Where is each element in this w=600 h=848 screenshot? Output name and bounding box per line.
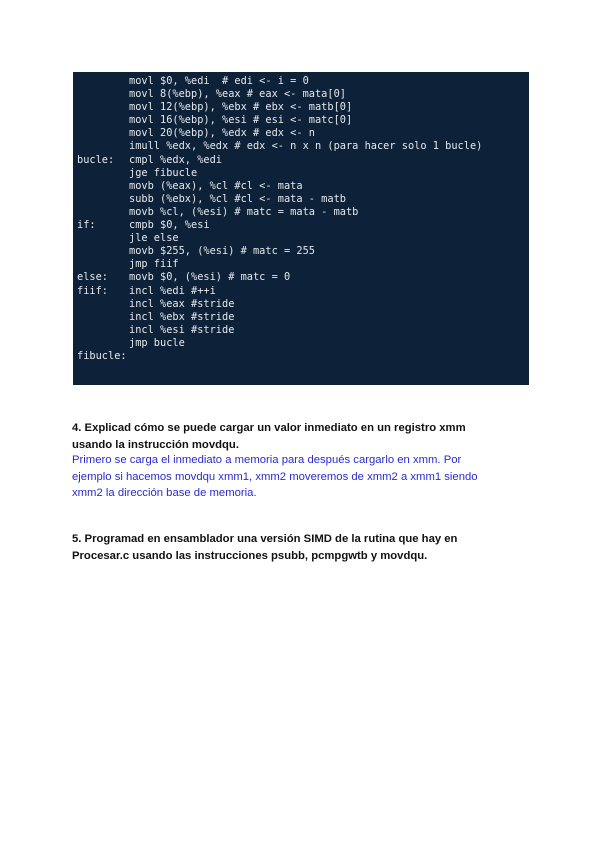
answer-4 bbox=[72, 452, 542, 502]
code-line bbox=[77, 75, 529, 88]
answer-4-line-1: Primero se carga el inmediato a memoria para después cargarlo en xmm. Por bbox=[72, 454, 462, 466]
terminal-screenshot bbox=[73, 72, 529, 385]
code-label bbox=[77, 127, 129, 140]
code-line bbox=[77, 324, 529, 337]
question-4 bbox=[72, 420, 532, 453]
code-line bbox=[77, 206, 529, 219]
code-instruction: jle else bbox=[129, 232, 179, 245]
code-label: else: bbox=[77, 271, 108, 284]
code-label bbox=[77, 232, 129, 245]
code-instruction: incl %ebx #stride bbox=[129, 310, 235, 323]
question-4-line-2: usando la instrucción movdqu. bbox=[72, 438, 239, 451]
answer-4-line-3: xmm2 la dirección base de memoria. bbox=[72, 487, 257, 499]
code-label bbox=[77, 180, 129, 193]
code-instruction: movl 20(%ebp), %edx # edx <- n bbox=[129, 127, 315, 140]
code-instruction: cmpl %edx, %edi bbox=[129, 153, 222, 166]
code-line bbox=[77, 271, 529, 284]
code-instruction: jmp bucle bbox=[129, 336, 185, 349]
code-instruction: movl 16(%ebp), %esi # esi <- matc[0] bbox=[129, 114, 353, 127]
code-instruction: movb %cl, (%esi) # matc = mata - matb bbox=[129, 205, 359, 218]
code-line bbox=[77, 219, 529, 232]
code-label bbox=[77, 114, 129, 127]
code-line bbox=[77, 193, 529, 206]
code-label: if: bbox=[77, 219, 96, 232]
code-label bbox=[77, 337, 129, 350]
code-label bbox=[77, 88, 129, 101]
assembly-code-listing bbox=[77, 75, 529, 363]
code-line bbox=[77, 232, 529, 245]
code-instruction: movl 12(%ebp), %ebx # ebx <- matb[0] bbox=[129, 101, 353, 114]
answer-4-line-2: ejemplo si hacemos movdqu xmm1, xmm2 moveremos de xmm2 a xmm1 siendo bbox=[72, 470, 478, 483]
code-line bbox=[77, 101, 529, 114]
code-label bbox=[77, 324, 129, 337]
code-instruction: movb $0, (%esi) # matc = 0 bbox=[129, 271, 291, 284]
code-instruction: incl %eax #stride bbox=[129, 297, 235, 310]
code-instruction: jmp fiif bbox=[129, 258, 179, 271]
code-label bbox=[77, 258, 129, 271]
code-instruction bbox=[129, 350, 529, 363]
code-line bbox=[77, 180, 529, 193]
code-instruction: movl 8(%ebp), %eax # eax <- mata[0] bbox=[129, 88, 346, 101]
code-label bbox=[77, 311, 129, 324]
code-line bbox=[77, 114, 529, 127]
code-label bbox=[77, 206, 129, 219]
code-label: fiif: bbox=[77, 284, 108, 297]
question-5 bbox=[72, 531, 532, 564]
code-line bbox=[77, 350, 529, 363]
code-instruction: cmpb $0, %esi bbox=[129, 219, 210, 232]
question-5-line-1: 5. Programad en ensamblador una versión SIMD de la rutina que hay en bbox=[72, 533, 458, 545]
code-label bbox=[77, 75, 129, 88]
code-label: fibucle: bbox=[77, 349, 127, 362]
code-instruction: jge fibucle bbox=[129, 166, 198, 179]
code-instruction: movl $0, %edi # edi <- i = 0 bbox=[129, 75, 309, 87]
code-line bbox=[77, 258, 529, 271]
code-line bbox=[77, 245, 529, 258]
question-4-line-1: 4. Explicad cómo se puede cargar un valor inmediato en un registro xmm bbox=[72, 422, 466, 434]
code-label bbox=[77, 101, 129, 114]
code-line bbox=[77, 140, 529, 153]
code-line bbox=[77, 88, 529, 101]
code-instruction: subb (%ebx), %cl #cl <- mata - matb bbox=[129, 192, 346, 205]
code-instruction: movb $255, (%esi) # matc = 255 bbox=[129, 245, 315, 258]
code-label bbox=[77, 167, 129, 180]
code-label bbox=[77, 298, 129, 311]
code-line bbox=[77, 298, 529, 311]
code-line bbox=[77, 285, 529, 298]
code-line bbox=[77, 311, 529, 324]
question-5-line-2: Procesar.c usando las instrucciones psubb, pcmpgwtb y movdqu. bbox=[72, 549, 428, 562]
code-line bbox=[77, 127, 529, 140]
code-instruction: incl %edi #++i bbox=[129, 284, 216, 297]
code-line bbox=[77, 167, 529, 180]
code-line bbox=[77, 154, 529, 167]
code-instruction: incl %esi #stride bbox=[129, 323, 235, 336]
code-line bbox=[77, 337, 529, 350]
code-instruction: imull %edx, %edx # edx <- n x n (para hacer solo 1 bucle) bbox=[129, 140, 483, 153]
code-label: bucle: bbox=[77, 153, 115, 166]
code-label bbox=[77, 193, 129, 206]
code-instruction: movb (%eax), %cl #cl <- mata bbox=[129, 179, 303, 192]
code-label bbox=[77, 245, 129, 258]
code-label bbox=[77, 140, 129, 153]
